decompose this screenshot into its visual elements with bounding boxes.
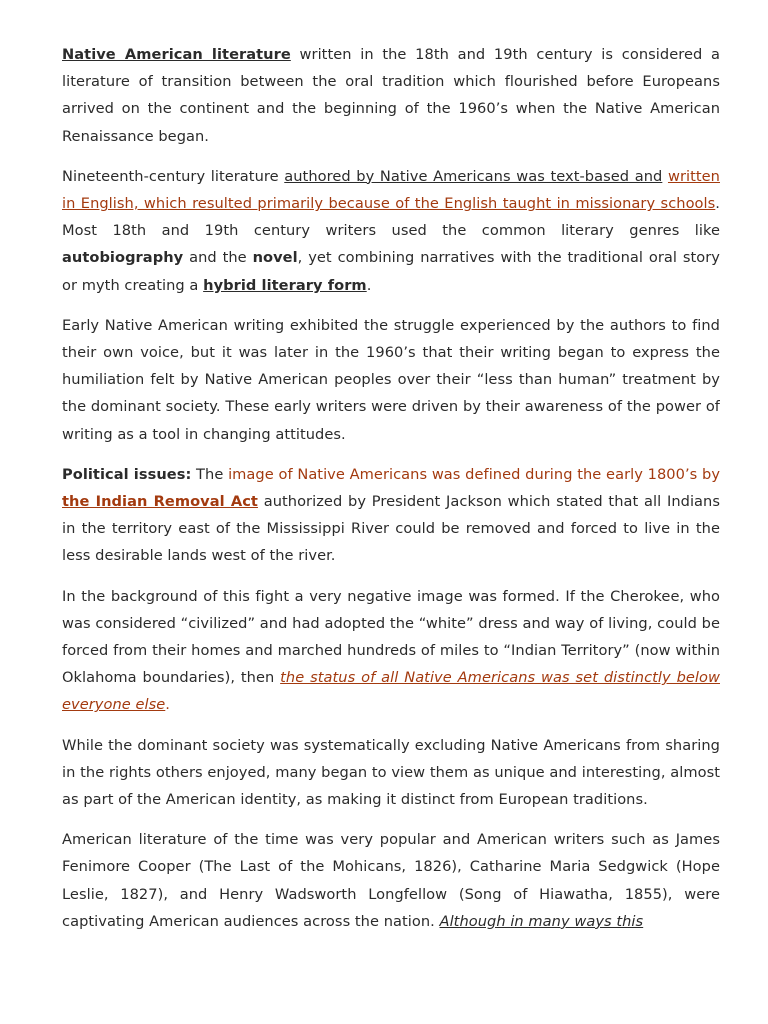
underlined-text: the status of all Native Americans was set distinctly below everyone else [62, 669, 720, 714]
document-body [62, 41, 720, 961]
paragraph [62, 732, 720, 814]
text-run: image of Native Americans was defined during the early 1800’s by [228, 465, 720, 483]
text-run: written in the 18th and 19th century is considered a literature of transition between the oral tradition which flourished before Europeans arrived on the continent and the beginning of the 1960’s when the Native American Renaissance began. [62, 46, 720, 145]
text-run: . Most 18th and 19th century writers used the common literary genres like [62, 195, 720, 240]
text-run: American literature of the time was very popular and American writers such as James Fenimore Cooper (The Last of the Mohicans, 1826), Catharine Maria Sedgwick (Hope Leslie, 1827), and Henry Wadsworth Longfellow (Song of Hiawatha, 1855), were captivating American audiences across the nation. [62, 831, 720, 930]
paragraph [62, 41, 720, 150]
text-run: and the [183, 249, 253, 267]
paragraph [62, 826, 720, 935]
text-run: Early Native American writing exhibited the struggle experienced by the authors to find their own voice, but it was later in the 1960’s that their writing began to express the humiliation felt by Native American peoples over their “less than human” treatment by the dominant society. These early writers were driven by their awareness of the power of writing as a tool in changing attitudes. [62, 316, 720, 443]
underlined-text: authored by Native Americans was text-based and [284, 167, 663, 185]
underlined-text: hybrid literary form [203, 276, 367, 294]
paragraph [62, 583, 720, 719]
underlined-text: Native American literature [62, 46, 291, 63]
text-run: , yet combining narratives with the traditional oral story or myth creating a [62, 249, 720, 294]
text-run: In the background of this fight a very negative image was formed. If the Cherokee, who was considered “civilized” and had adopted the “white” dress and way of living, could be forced from their homes and marched hundreds of miles to “Indian Territory” (now within Oklahoma boundaries), then [62, 587, 720, 687]
text-run: The [191, 465, 229, 483]
text-run: authorized by President Jackson which stated that all Indians in the territory east of the Mississippi River could be removed and forced to live in the less desirable lands west of the river. [62, 493, 720, 565]
paragraph [62, 461, 720, 570]
bold-text: autobiography [62, 249, 184, 267]
text-run: Nineteenth-century literature [62, 167, 285, 185]
paragraph [62, 163, 720, 299]
bold-text: novel [252, 249, 298, 267]
underlined-text: written in English, which resulted primarily because of the English taught in missionary schools [62, 167, 720, 213]
paragraph [62, 312, 720, 448]
text-run: While the dominant society was systematically excluding Native Americans from sharing in the rights others enjoyed, many began to view them as unique and interesting, almost as part of the American identity, as making it distinct from European traditions. [62, 736, 720, 809]
underlined-text: Although in many ways this [439, 912, 644, 930]
text-run: . [366, 276, 372, 294]
text-run: . [165, 696, 170, 714]
bold-text: Political issues: [62, 465, 192, 483]
underlined-text: the Indian Removal Act [62, 493, 258, 511]
